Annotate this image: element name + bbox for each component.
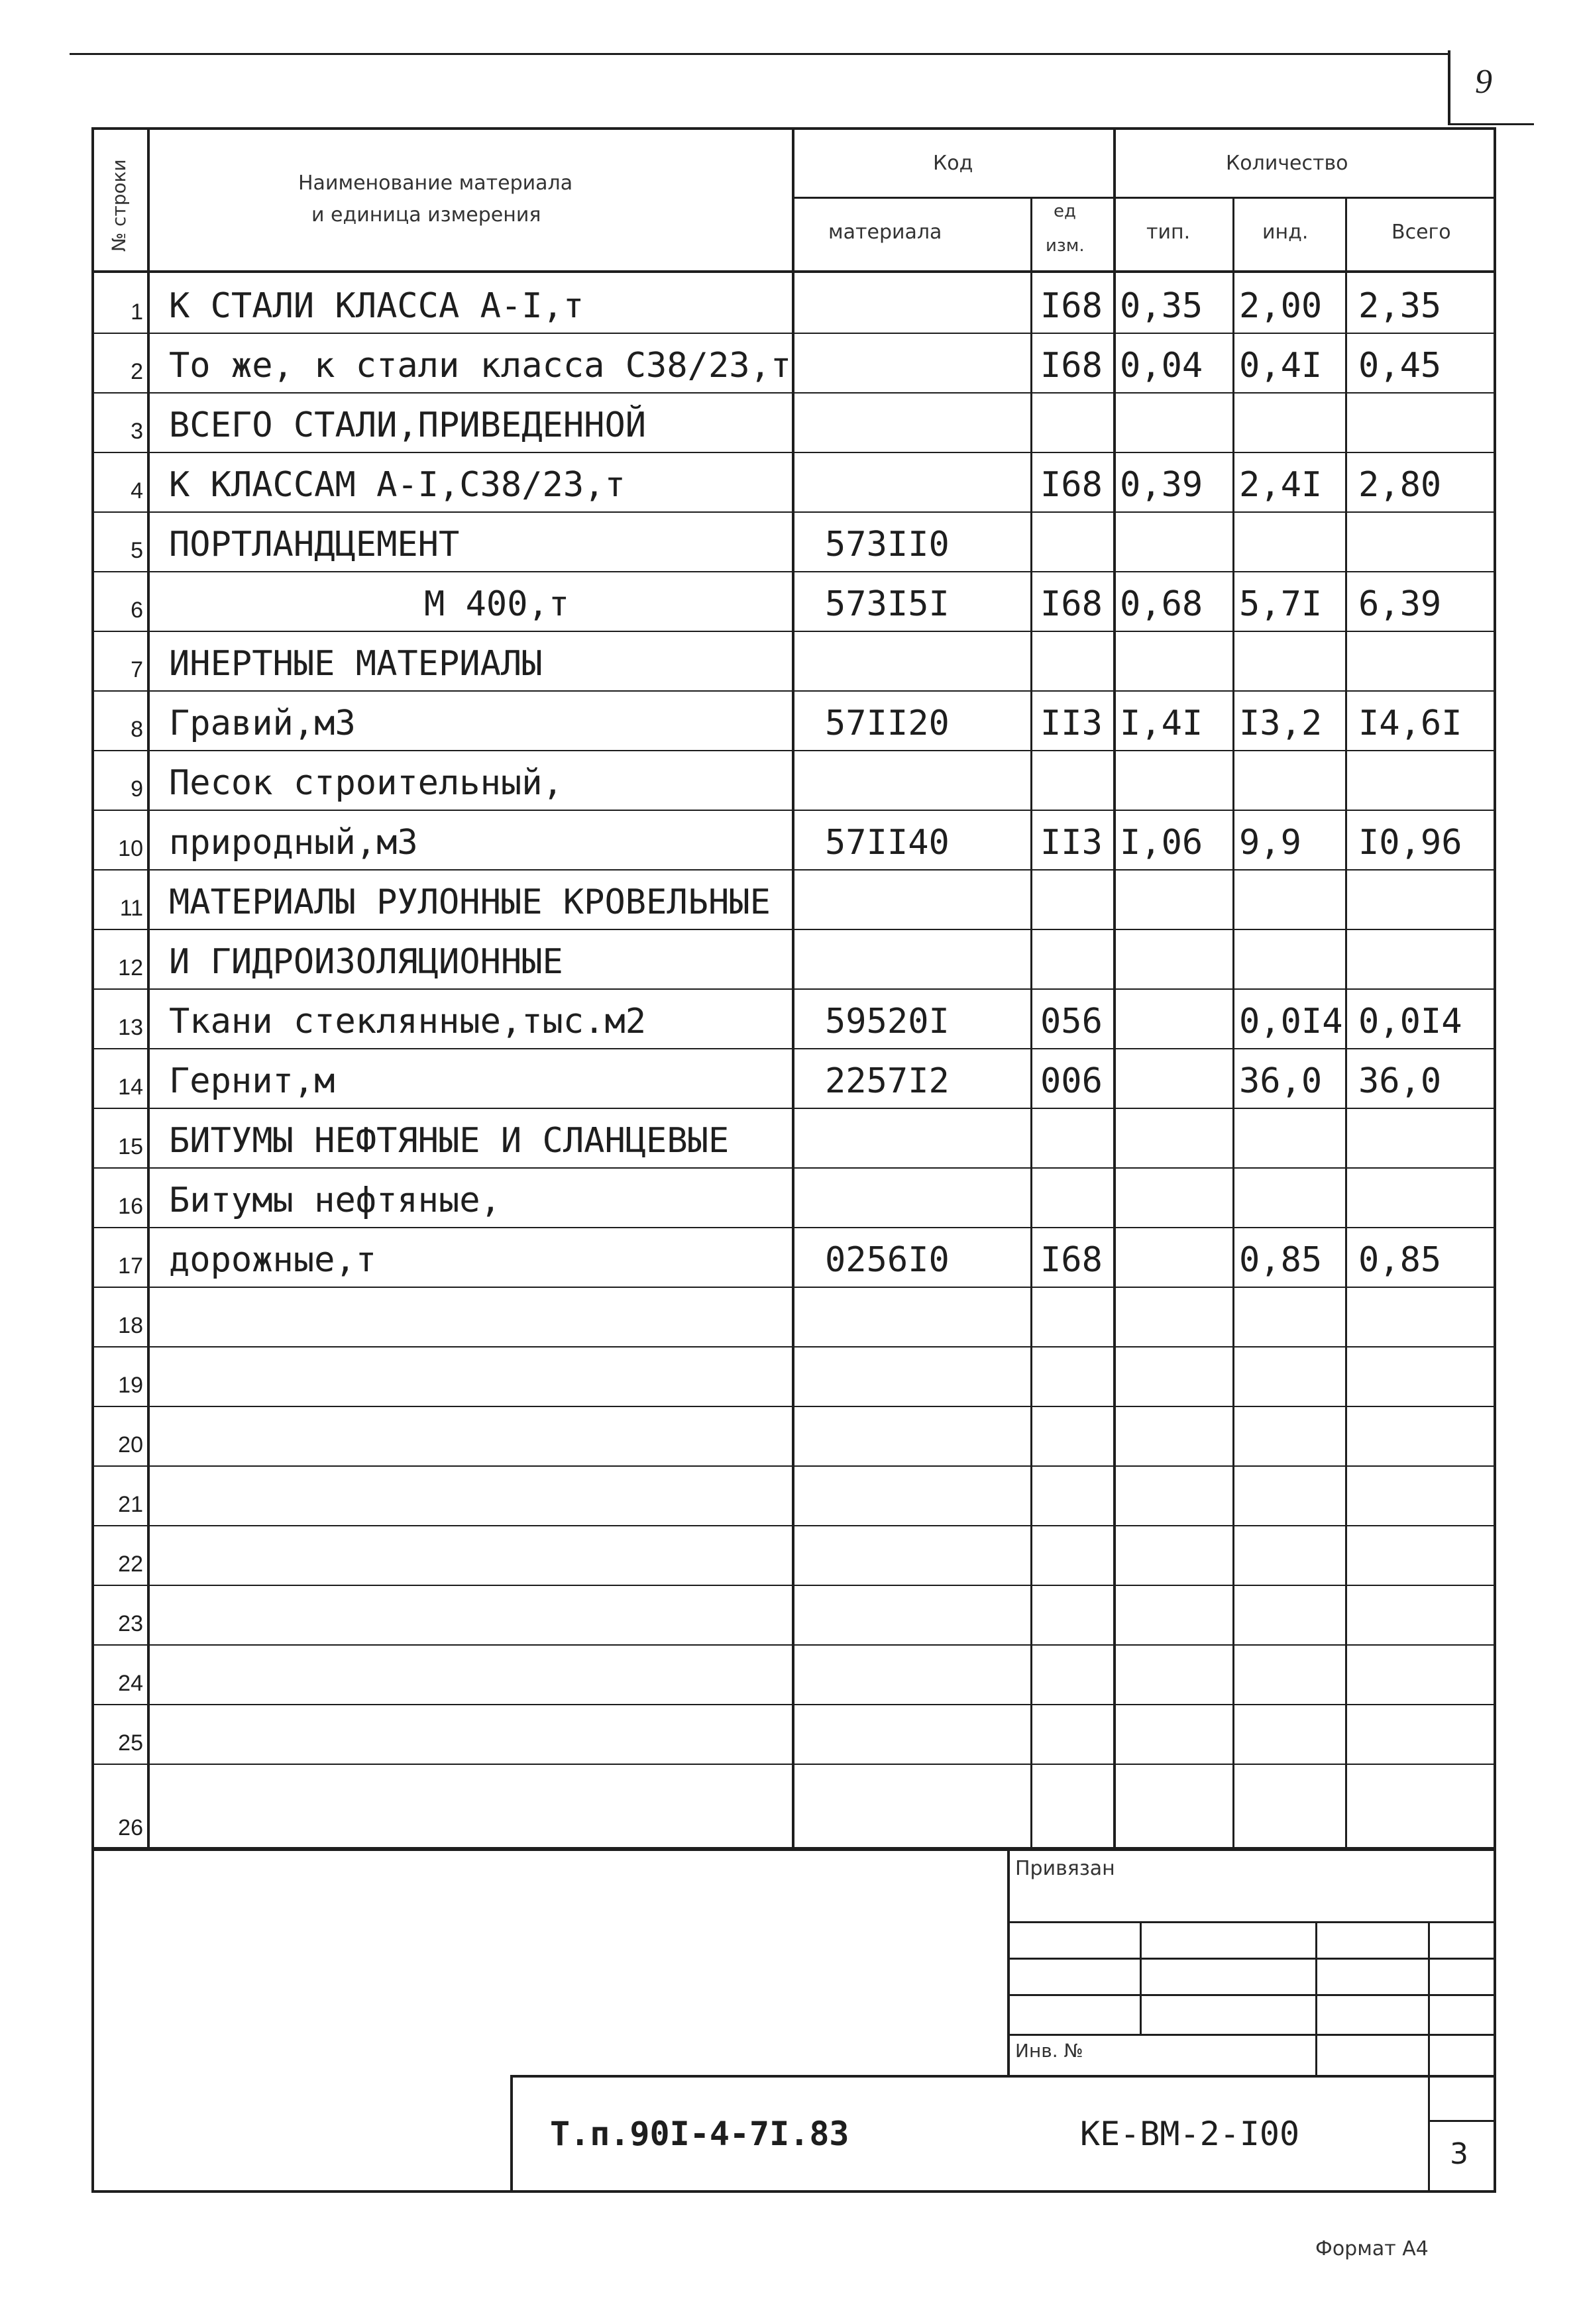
cell-name: Песок строительный, <box>169 763 563 803</box>
row-number: 25 <box>118 1730 143 1756</box>
cell-unit: I68 <box>1040 286 1103 326</box>
cell-typ: 0,39 <box>1120 465 1203 505</box>
row-separator <box>91 1465 1496 1467</box>
cell-ind: 0,0I4 <box>1239 1002 1343 1041</box>
cell-name: ИНЕРТНЫЕ МАТЕРИАЛЫ <box>169 644 543 684</box>
stamp-vline-1 <box>1140 1921 1142 2034</box>
cell-name: То же, к стали класса С38/23,т <box>169 346 792 386</box>
row-separator <box>91 1048 1496 1049</box>
row-number: 8 <box>131 717 143 742</box>
cell-code: 57II20 <box>825 704 950 743</box>
row-separator <box>91 1167 1496 1169</box>
cell-unit: 056 <box>1040 1002 1103 1041</box>
row-separator <box>91 1346 1496 1347</box>
cell-code: 573I5I <box>825 584 950 624</box>
header-unit-line1: ед <box>1054 201 1076 221</box>
cell-name: Гернит,м <box>169 1061 335 1101</box>
stamp-line-1 <box>1007 1921 1496 1923</box>
cell-ind: 5,7I <box>1239 584 1323 624</box>
stamp-sheet-line <box>1428 2120 1496 2122</box>
cell-total: 2,35 <box>1358 286 1442 326</box>
header-qty-ind: инд. <box>1262 221 1309 244</box>
cell-name: И ГИДРОИЗОЛЯЦИОННЫЕ <box>169 942 563 982</box>
row-number: 5 <box>131 538 143 563</box>
cell-name: Ткани стеклянные,тыс.м2 <box>169 1002 647 1041</box>
cell-name: К СТАЛИ КЛАССА А-I,т <box>169 286 584 326</box>
row-number: 22 <box>118 1552 143 1577</box>
cell-total: 0,85 <box>1358 1240 1442 1280</box>
row-number: 10 <box>118 836 143 861</box>
cell-name: МАТЕРИАЛЫ РУЛОННЫЕ КРОВЕЛЬНЫЕ <box>169 882 771 922</box>
cell-name: природный,м3 <box>169 823 418 863</box>
page-number: 9 <box>1475 63 1492 101</box>
row-number: 26 <box>118 1815 143 1840</box>
row-separator <box>91 1108 1496 1109</box>
cell-name: Гравий,м3 <box>169 704 356 743</box>
row-number: 18 <box>118 1313 143 1338</box>
row-separator <box>91 1704 1496 1705</box>
cell-unit: I68 <box>1040 465 1103 505</box>
row-separator <box>91 452 1496 453</box>
row-separator <box>91 810 1496 811</box>
cell-total: 36,0 <box>1358 1061 1442 1101</box>
row-separator <box>91 690 1496 692</box>
row-number: 7 <box>131 657 143 682</box>
row-separator <box>91 1585 1496 1586</box>
stamp-inv-label: Инв. № <box>1015 2040 1083 2062</box>
header-name-line2: и единица измерения <box>311 203 541 227</box>
cell-unit: 006 <box>1040 1061 1103 1101</box>
row-number: 17 <box>118 1253 143 1279</box>
row-number: 16 <box>118 1194 143 1219</box>
format-label: Формат А4 <box>1315 2237 1429 2260</box>
row-number: 4 <box>131 478 143 503</box>
row-number: 19 <box>118 1373 143 1398</box>
col-line-typ <box>1232 197 1234 1850</box>
row-number: 20 <box>118 1432 143 1457</box>
cell-name: Битумы нефтяные, <box>169 1181 501 1220</box>
col-line-ind <box>1345 197 1347 1850</box>
page-number-underline <box>1448 123 1534 125</box>
stamp-vline-3 <box>1428 1921 1430 2193</box>
stamp-doc-left <box>510 2075 513 2193</box>
cell-unit: II3 <box>1040 823 1103 863</box>
cell-ind: 2,00 <box>1239 286 1323 326</box>
cell-typ: 0,68 <box>1120 584 1203 624</box>
row-separator <box>91 571 1496 572</box>
header-qty-total: Всего <box>1391 221 1451 244</box>
cell-total: 0,0I4 <box>1358 1002 1462 1041</box>
cell-typ: I,4I <box>1120 704 1203 743</box>
row-number: 11 <box>119 896 143 921</box>
row-separator <box>91 1406 1496 1407</box>
row-separator <box>91 750 1496 751</box>
cell-name: БИТУМЫ НЕФТЯНЫЕ И СЛАНЦЕВЫЕ <box>169 1121 730 1161</box>
cell-name: К КЛАССАМ А-I,С38/23,т <box>169 465 626 505</box>
cell-ind: 0,4I <box>1239 346 1323 386</box>
stamp-vline-2 <box>1315 1921 1317 2077</box>
row-number: 9 <box>131 776 143 802</box>
row-number: 24 <box>118 1671 143 1696</box>
row-number: 2 <box>131 359 143 384</box>
stamp-line-4 <box>1007 2034 1496 2036</box>
header-code: Код <box>933 152 973 175</box>
header-row-number: № строки <box>108 159 130 252</box>
cell-ind: 0,85 <box>1239 1240 1323 1280</box>
cell-total: 0,45 <box>1358 346 1442 386</box>
row-separator <box>91 1764 1496 1765</box>
cell-name: дорожные,т <box>169 1240 377 1280</box>
header-quantity: Количество <box>1226 152 1348 175</box>
cell-code: 0256I0 <box>825 1240 950 1280</box>
row-number: 6 <box>131 598 143 623</box>
stamp-doc-left-text: Т.п.90I-4-7I.83 <box>550 2115 849 2153</box>
cell-code: 573II0 <box>825 525 950 564</box>
cell-total: 6,39 <box>1358 584 1442 624</box>
row-separator <box>91 869 1496 871</box>
row-number: 14 <box>118 1075 143 1100</box>
stamp-line-2 <box>1007 1958 1496 1960</box>
cell-typ: I,06 <box>1120 823 1203 863</box>
cell-ind: 9,9 <box>1239 823 1301 863</box>
cell-ind: 2,4I <box>1239 465 1323 505</box>
cell-unit: I68 <box>1040 1240 1103 1280</box>
top-rule <box>70 53 1448 55</box>
cell-name: ПОРТЛАНДЦЕМЕНТ <box>169 525 460 564</box>
row-number: 1 <box>131 299 143 325</box>
row-separator <box>91 988 1496 990</box>
row-number: 3 <box>131 419 143 444</box>
row-number: 23 <box>118 1611 143 1636</box>
row-separator <box>91 929 1496 930</box>
cell-unit: I68 <box>1040 584 1103 624</box>
cell-ind: I3,2 <box>1239 704 1323 743</box>
cell-unit: I68 <box>1040 346 1103 386</box>
stamp-attached-label: Привязан <box>1015 1857 1115 1880</box>
row-separator <box>91 511 1496 513</box>
row-separator <box>91 1227 1496 1228</box>
cell-name: ВСЕГО СТАЛИ,ПРИВЕДЕННОЙ <box>169 405 647 445</box>
header-qty-typ: тип. <box>1146 221 1191 244</box>
cell-total: 2,80 <box>1358 465 1442 505</box>
row-separator <box>91 631 1496 632</box>
stamp-doc-right-text: КЕ-ВМ-2-I00 <box>1080 2115 1300 2153</box>
header-code-material: материала <box>828 221 942 244</box>
row-separator <box>91 1644 1496 1646</box>
header-name-line1: Наименование материала <box>298 172 573 195</box>
header-unit-line2: изм. <box>1046 236 1085 256</box>
cell-code: 59520I <box>825 1002 950 1041</box>
page-number-divider <box>1448 50 1450 125</box>
row-separator <box>91 1287 1496 1288</box>
cell-ind: 36,0 <box>1239 1061 1323 1101</box>
cell-unit: II3 <box>1040 704 1103 743</box>
header-subline <box>792 197 1496 199</box>
cell-total: I4,6I <box>1358 704 1462 743</box>
cell-name: М 400,т <box>424 584 570 624</box>
col-line-code <box>1030 197 1032 1850</box>
stamp-doc-top <box>510 2075 1496 2078</box>
row-separator <box>91 1525 1496 1526</box>
stamp-sheet-number: 3 <box>1450 2137 1468 2171</box>
row-number: 12 <box>118 955 143 980</box>
stamp-attached-left <box>1007 1848 1010 2077</box>
cell-total: I0,96 <box>1358 823 1462 863</box>
row-number: 15 <box>118 1134 143 1159</box>
cell-code: 57II40 <box>825 823 950 863</box>
row-separator <box>91 333 1496 334</box>
cell-typ: 0,04 <box>1120 346 1203 386</box>
cell-code: 2257I2 <box>825 1061 950 1101</box>
row-number: 13 <box>118 1015 143 1040</box>
row-separator <box>91 392 1496 394</box>
row-number: 21 <box>118 1492 143 1517</box>
cell-typ: 0,35 <box>1120 286 1203 326</box>
stamp-line-3 <box>1007 1994 1496 1996</box>
